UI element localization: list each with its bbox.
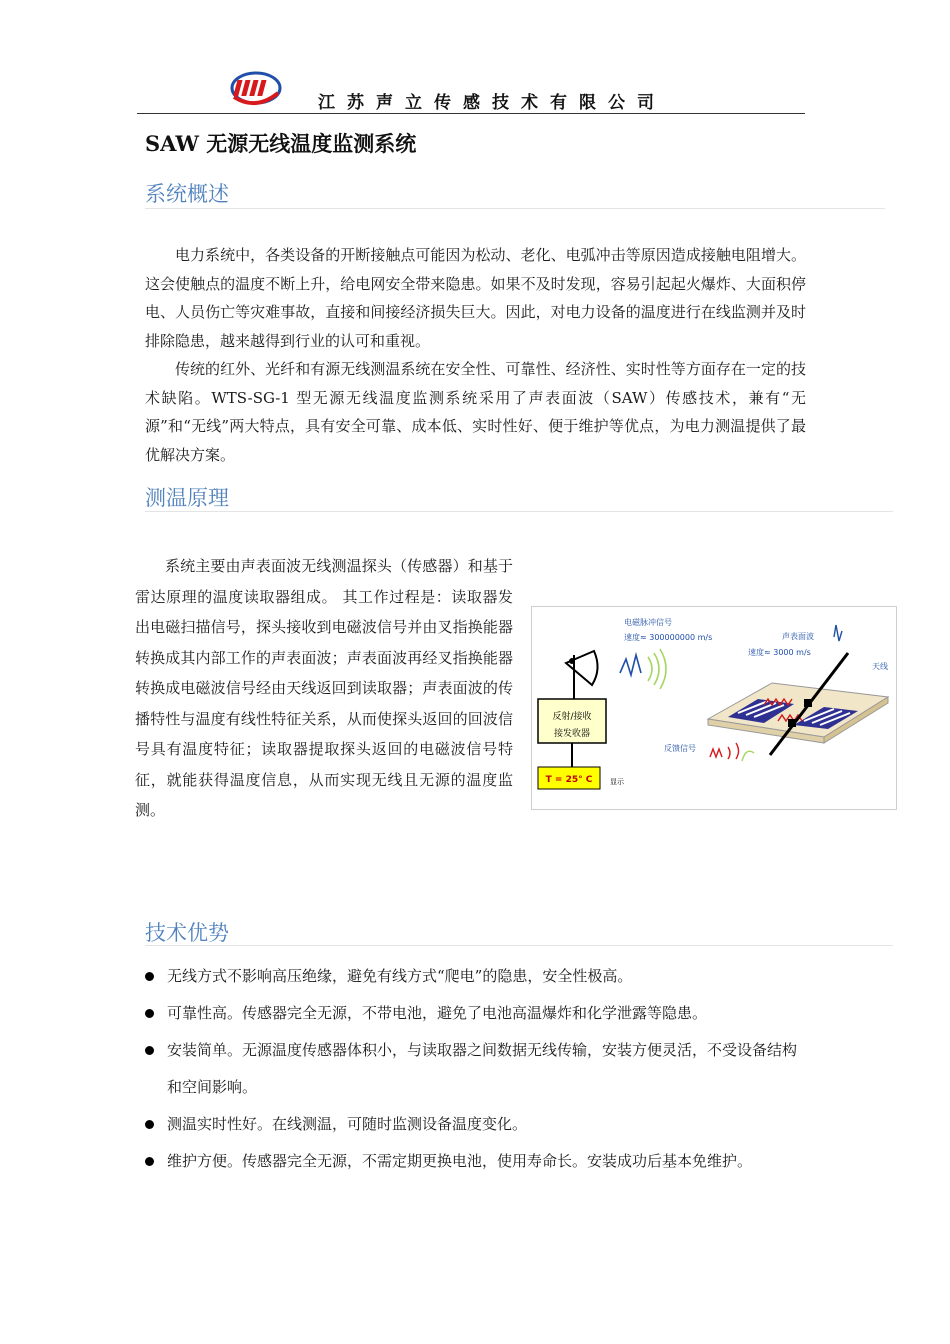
antenna-label: 天线 [872,662,888,671]
display-label: 显示 [610,778,624,786]
saw-speed-label: 速度≈ 3000 m/s [748,648,811,657]
feedback-wave-icon [710,743,739,759]
transceiver-label-1: 反射/接收 [552,712,592,722]
company-logo [226,67,282,111]
header-divider [137,113,805,114]
list-item [145,958,807,995]
list-item [145,1106,807,1143]
list-item [145,995,807,1032]
list-item-text: 维护方便。传感器完全无源，不需定期更换电池，使用寿命长。安装成功后基本免维护。 [167,1152,753,1170]
bullet-icon [145,1009,154,1018]
transceiver-label-2: 接发收器 [553,729,591,739]
section-body-overview [145,241,806,469]
saw-principle-diagram [531,606,897,810]
paragraph: 电力系统中，各类设备的开断接触点可能因为松动、老化、电弧冲击等原因造成接触电阻增大。这会使触点的温度不断上升，给电网安全带来隐患。如果不及时发现，容易引起起火爆炸、大面积停电、人员伤亡等灾难事故，直接和间接经济损失巨大。因此，对电力设备的温度进行在线监测并及时排除隐患，越来越得到行业的认可和重视。 [145,246,806,350]
section-heading-overview: 系统概述 [145,182,229,206]
bullet-icon [145,1046,154,1055]
transceiver-antenna-dish [566,651,598,685]
section-divider [145,208,885,209]
advantages-list [145,958,807,1180]
em-speed-label: 速度≈ 300000000 m/s [624,633,713,642]
em-wave-icon [620,655,641,675]
em-signal-label: 电磁脉冲信号 [624,618,672,627]
list-item-text: 安装简单。无源温度传感器体积小，与读取器之间数据无线传输，安装方便灵活，不受设备结构和空间影响。 [167,1041,798,1096]
feedback-label: 反馈信号 [664,744,696,753]
temperature-readout: T = 25° C [545,775,593,785]
paragraph: 传统的红外、光纤和有源无线测温系统在安全性、可靠性、经济性、实时性等方面存在一定的技术缺陷。WTS-SG-1 型无源无线温度监测系统采用了声表面波（SAW）传感技术，兼有“无源”和“无线”两大特点，具有安全可靠、成本低、实时性好、便于维护等优点，为电力测温提供了最优解决方案。 [145,360,806,464]
section-heading-advantages: 技术优势 [145,921,229,945]
list-item [145,1143,807,1180]
bullet-icon [145,1120,154,1129]
bullet-icon [145,972,154,981]
paragraph: 系统主要由声表面波无线测温探头（传感器）和基于雷达原理的温度读取器组成。 其工作过程是：读取器发出电磁扫描信号，探头接收到电磁波信号并由叉指换能器转换成其内部工作的声表面波；声表面波再经叉指换能器转换成电磁波信号经由天线返回到读取器；声表面波的传播特性与温度有线性特征关系，从而使探头返回的回波信号具有温度特征；读取器提取探头返回的电磁波信号特征，就能获得温度信息，从而实现无线且无源的温度监测。 [135,557,513,819]
saw-label: 声表面波 [782,632,814,641]
section-heading-principle: 测温原理 [145,486,229,510]
bullet-icon [145,1157,154,1166]
section-divider [145,511,893,512]
section-divider [145,945,893,946]
company-name: 江苏声立传感技术有限公司 [318,93,666,113]
list-item-text: 测温实时性好。在线测温，可随时监测设备温度变化。 [167,1115,528,1133]
list-item [145,1032,807,1106]
document-title: SAW 无源无线温度监测系统 [145,131,417,156]
list-item-text: 可靠性高。传感器完全无源，不带电池，避免了电池高温爆炸和化学泄露等隐患。 [167,1004,708,1022]
list-item-text: 无线方式不影响高压绝缘，避免有线方式“爬电”的隐患，安全性极高。 [167,967,633,985]
